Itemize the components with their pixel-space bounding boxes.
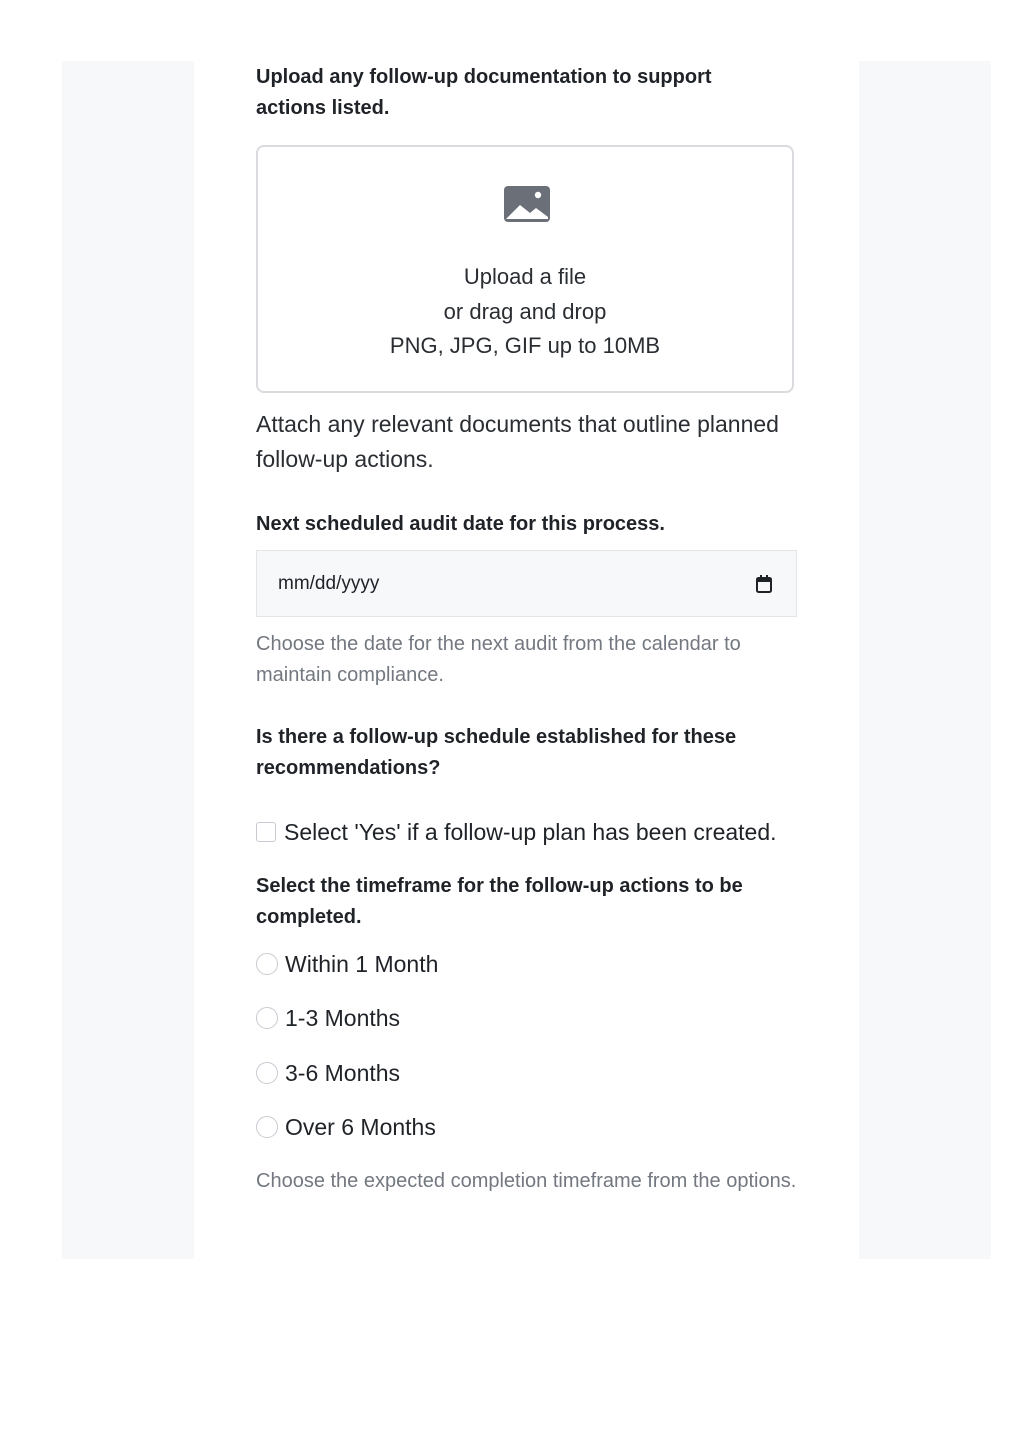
radio-label: Within 1 Month xyxy=(285,950,439,977)
file-dropzone[interactable] xyxy=(256,145,794,393)
upload-help-text: Attach any relevant documents that outline planned follow-up actions. xyxy=(256,411,779,472)
radio-label: Over 6 Months xyxy=(285,1113,436,1140)
radio-label: 3-6 Months xyxy=(285,1059,401,1086)
image-icon xyxy=(503,185,551,225)
radio-button[interactable] xyxy=(256,1116,278,1138)
followup-plan-checkbox-label: Select 'Yes' if a follow-up plan has been created. xyxy=(284,818,777,845)
radio-over-6-months[interactable] xyxy=(256,1112,436,1142)
radio-button[interactable] xyxy=(256,953,278,975)
followup-plan-checkbox-row[interactable] xyxy=(256,817,777,847)
followup-plan-checkbox[interactable] xyxy=(256,822,276,842)
timeframe-label: Select the timeframe for the follow-up actions to be completed. xyxy=(256,875,743,928)
audit-date-label: Next scheduled audit date for this process. xyxy=(256,513,665,535)
file-types-hint: PNG, JPG, GIF up to 10MB xyxy=(389,333,661,358)
timeframe-help: Choose the expected completion timeframe from the options. xyxy=(256,1170,797,1192)
upload-file-link[interactable]: Upload a file xyxy=(463,264,587,289)
audit-date-input[interactable] xyxy=(256,550,797,617)
followup-schedule-label: Is there a follow-up schedule established for these recommendations? xyxy=(256,726,737,779)
radio-3-6-months[interactable] xyxy=(256,1058,400,1088)
drag-drop-text: or drag and drop xyxy=(443,299,607,324)
upload-question-label: Upload any follow-up documentation to support actions listed. xyxy=(256,66,712,119)
radio-1-3-months[interactable] xyxy=(256,1003,400,1033)
audit-date-help: Choose the date for the next audit from the calendar to maintain compliance. xyxy=(256,633,741,686)
radio-label: 1-3 Months xyxy=(285,1004,401,1031)
calendar-icon[interactable] xyxy=(756,575,772,593)
radio-button[interactable] xyxy=(256,1007,278,1029)
date-placeholder: mm/dd/yyyy xyxy=(278,573,380,594)
radio-within-1-month[interactable] xyxy=(256,949,438,979)
radio-button[interactable] xyxy=(256,1062,278,1084)
